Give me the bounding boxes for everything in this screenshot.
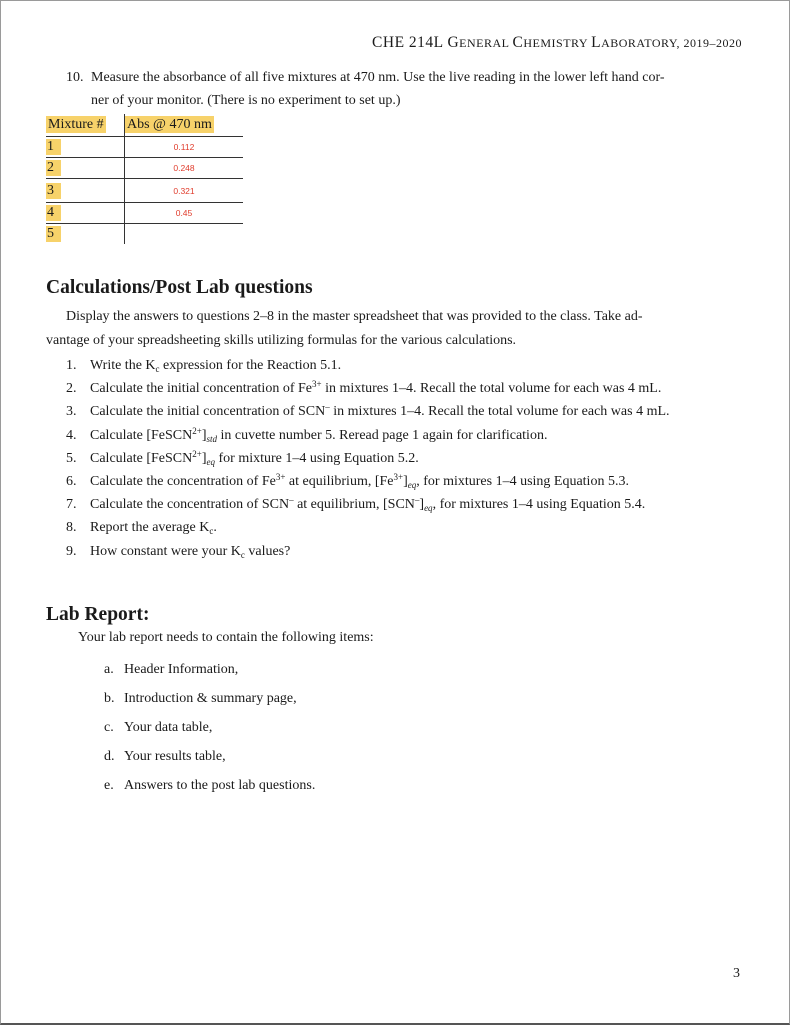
list-item: 4. Calculate $[FeSCN^{2+}]_{std}$ in cuvette number 5. Reread page 1 again for clarification. <box>66 425 548 444</box>
question-text: ner of your monitor. (There is no experiment to set up.) <box>91 93 401 108</box>
absorbance-table <box>46 114 243 244</box>
abs-value: 0.248 <box>173 163 195 173</box>
abs-value: 0.321 <box>173 185 195 196</box>
list-item: b. Introduction & summary page, <box>104 691 297 706</box>
list-item: 5. Calculate $[FeSCN^{2+}]_{eq}$ for mixture 1–4 using Equation 5.2. <box>66 448 419 467</box>
table-row <box>46 137 243 158</box>
abs-cell[interactable] <box>125 179 244 203</box>
table-header-row <box>46 114 243 137</box>
question-number: 10. <box>66 70 84 85</box>
abs-value: 0.112 <box>173 142 195 152</box>
page-number: 3 <box>733 966 740 981</box>
calculations-intro <box>46 305 744 353</box>
table-row <box>46 224 243 245</box>
list-item: d. Your results table, <box>104 749 226 764</box>
header-cap: C <box>372 34 383 51</box>
list-item: e. Answers to the post lab questions. <box>104 778 316 793</box>
mixture-number: 1 <box>46 139 61 155</box>
list-item: c. Your data table, <box>104 720 213 735</box>
list-item: 1. Write the $K_c$ expression for the Reaction 5.1. <box>66 358 342 374</box>
question-10 <box>66 66 746 112</box>
table-row <box>46 179 243 203</box>
abs-cell[interactable] <box>125 224 244 245</box>
list-item: 8. Report the average $K_c$. <box>66 520 217 537</box>
header-year: , 2019–2020 <box>676 36 742 50</box>
abs-cell[interactable] <box>125 158 244 179</box>
list-item: 2. Calculate the initial concentration of $Fe^{3+}$ in mixtures 1–4. Recall the total volume for each was 4 mL. <box>66 379 662 397</box>
list-item: 7. Calculate the concentration of SCN– at equilibrium, $[SCN^-]_{eq}$, for mixtures 1–4 using Equation 5.4. <box>66 495 646 514</box>
mixture-cell <box>46 137 125 158</box>
column-header-label: Mixture # <box>48 117 104 132</box>
header-cap: G <box>447 34 460 51</box>
header-word: HEMISTRY <box>523 36 592 50</box>
question-text: Measure the absorbance of all five mixtures at 470 nm. Use the live reading in the lower left hand cor- <box>91 70 665 85</box>
header-code: HE 214L <box>382 34 448 51</box>
mixture-number: 4 <box>46 205 61 221</box>
header-cap: C <box>512 34 524 51</box>
mixture-cell <box>46 179 125 203</box>
mixture-number: 2 <box>46 160 61 176</box>
mixture-cell <box>46 224 125 245</box>
intro-text: vantage of your spreadsheeting skills utilizing formulas for the various calculations. <box>46 333 517 348</box>
table-row <box>46 203 243 224</box>
mixture-cell <box>46 158 125 179</box>
header-word: ENERAL <box>459 36 513 50</box>
mixture-number: 3 <box>46 183 61 199</box>
mixture-number: 5 <box>46 226 61 242</box>
calculations-heading: Calculations/Post Lab questions <box>46 277 313 298</box>
list-item: 6. Calculate the concentration of $Fe^{3+}$ at equilibrium, $[Fe^{3+}]_{eq}$, for mixtures 1–4 using Equation 5.3. <box>66 471 629 490</box>
header-cap: L <box>591 34 602 51</box>
list-item: 9. How constant were your $K_c$ values? <box>66 543 291 560</box>
column-header-label: Abs @ 470 nm <box>127 117 212 132</box>
column-header-abs <box>125 114 244 137</box>
lab-report-intro: Your lab report needs to contain the following items: <box>78 630 374 645</box>
intro-text: Display the answers to questions 2–8 in the master spreadsheet that was provided to the class. Take ad- <box>66 309 643 324</box>
running-header <box>372 34 742 52</box>
post-lab-questions <box>66 354 756 563</box>
abs-cell[interactable] <box>125 137 244 158</box>
abs-cell[interactable] <box>125 203 244 224</box>
column-header-mixture <box>46 114 125 137</box>
mixture-cell <box>46 203 125 224</box>
lab-report-heading: Lab Report: <box>46 604 150 625</box>
table-row <box>46 158 243 179</box>
lab-report-items <box>104 660 315 805</box>
abs-value: 0.45 <box>175 208 193 218</box>
list-item: a. Header Information, <box>104 662 239 677</box>
header-word: ABORATORY <box>601 36 677 50</box>
list-item: 3. Calculate the initial concentration of SCN– in mixtures 1–4. Recall the total volume for each was 4 mL. <box>66 402 670 420</box>
